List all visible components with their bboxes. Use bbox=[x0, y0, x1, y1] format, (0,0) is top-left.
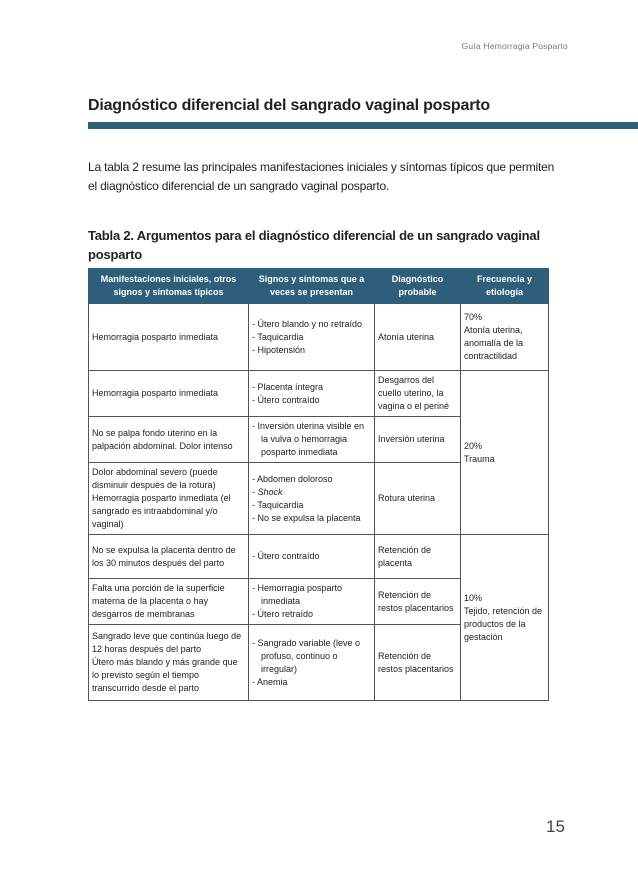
header-frequency: Frecuencia y etiología bbox=[461, 269, 549, 304]
diagnosis-cell: Atonía uterina bbox=[375, 304, 461, 371]
table-header-row bbox=[89, 269, 549, 304]
signs-cell bbox=[249, 463, 375, 535]
signs-cell bbox=[249, 371, 375, 417]
page-number: 15 bbox=[546, 817, 565, 836]
sign-item: - Placenta íntegra bbox=[252, 381, 371, 394]
sign-item: - Taquicardia bbox=[252, 331, 371, 344]
frequency-percent: 20% bbox=[464, 440, 483, 451]
signs-cell bbox=[249, 535, 375, 579]
sign-item: - No se expulsa la placenta bbox=[252, 512, 371, 525]
frequency-etiology: Atonía uterina, anomalía de la contractilidad bbox=[464, 325, 524, 361]
sign-item: - Útero contraído bbox=[252, 394, 371, 407]
table-row bbox=[89, 371, 549, 417]
running-header: Guía Hemorragia Posparto bbox=[461, 41, 568, 51]
differential-diagnosis-table bbox=[88, 268, 549, 701]
header-manifestations: Manifestaciones iniciales, otros signos y síntomas típicos bbox=[89, 269, 249, 304]
manifestation-cell: No se palpa fondo uterino en la palpación abdominal. Dolor intenso bbox=[89, 417, 249, 463]
frequency-etiology: Trauma bbox=[464, 453, 495, 464]
header-signs: Signos y síntomas que a veces se presentan bbox=[249, 269, 375, 304]
manifestation-line: Dolor abdominal severo (puede disminuir después de la rotura) bbox=[92, 467, 218, 490]
manifestation-cell: Hemorragia posparto inmediata bbox=[89, 371, 249, 417]
diagnosis-cell: Inversión uterina bbox=[375, 417, 461, 463]
sign-item: - Útero retraído bbox=[252, 608, 371, 621]
manifestation-cell: Hemorragia posparto inmediata bbox=[89, 304, 249, 371]
signs-cell bbox=[249, 579, 375, 625]
table-row bbox=[89, 535, 549, 579]
diagnosis-cell: Rotura uterina bbox=[375, 463, 461, 535]
diagnosis-cell: Desgarros del cuello uterino, la vagina o el periné bbox=[375, 371, 461, 417]
frequency-etiology: Tejido, retención de productos de la gestación bbox=[464, 605, 543, 642]
manifestation-cell: No se expulsa la placenta dentro de los 30 minutos después del parto bbox=[89, 535, 249, 579]
manifestation-cell bbox=[89, 625, 249, 701]
header-diagnosis: Diagnóstico probable bbox=[375, 269, 461, 304]
frequency-cell bbox=[461, 535, 549, 701]
section-title: Diagnóstico diferencial del sangrado vaginal posparto bbox=[88, 97, 490, 114]
manifestation-line: Hemorragia posparto inmediata (el sangrado es intraabdominal y/o vaginal) bbox=[92, 493, 231, 529]
sign-item: - Abdomen doloroso bbox=[252, 473, 371, 486]
title-rule bbox=[88, 122, 638, 129]
sign-item: - Sangrado variable (leve o profuso, continuo o irregular) bbox=[252, 637, 371, 676]
diagnosis-cell: Retención de placenta bbox=[375, 535, 461, 579]
sign-item: - Hipotensión bbox=[252, 344, 371, 357]
frequency-percent: 70% bbox=[464, 312, 483, 322]
sign-item: - Hemorragia posparto inmediata bbox=[252, 582, 371, 608]
frequency-cell bbox=[461, 371, 549, 535]
table-row bbox=[89, 304, 549, 371]
frequency-percent: 10% bbox=[464, 592, 483, 603]
signs-cell bbox=[249, 304, 375, 371]
diagnosis-cell: Retención de restos placentarios bbox=[375, 625, 461, 701]
sign-item: - Inversión uterina visible en la vulva o hemorragia posparto inmediata bbox=[252, 420, 371, 459]
frequency-cell bbox=[461, 304, 549, 371]
signs-cell bbox=[249, 417, 375, 463]
signs-cell bbox=[249, 625, 375, 701]
sign-item: - Útero contraído bbox=[252, 550, 371, 563]
sign-item: - Útero blando y no retraído bbox=[252, 318, 371, 331]
diagnosis-cell: Retención de restos placentarios bbox=[375, 579, 461, 625]
manifestation-line: Sangrado leve que continúa luego de 12 horas después del parto bbox=[92, 631, 242, 654]
sign-item: - Shock bbox=[252, 486, 371, 499]
manifestation-line: Útero más blando y más grande que lo previsto según el tiempo transcurrido desde el parto bbox=[92, 657, 238, 693]
sign-item: - Anemia bbox=[252, 676, 371, 689]
manifestation-cell bbox=[89, 463, 249, 535]
sign-item: - Taquicardia bbox=[252, 499, 371, 512]
manifestation-cell: Falta una porción de la superficie materna de la placenta o hay desgarros de membranas bbox=[89, 579, 249, 625]
intro-paragraph: La tabla 2 resume las principales manifestaciones iniciales y síntomas típicos que permiten el diagnóstico diferencial de un sangrado vaginal posparto. bbox=[88, 160, 555, 193]
table-caption: Tabla 2. Argumentos para el diagnóstico diferencial de un sangrado vaginal posparto bbox=[88, 228, 540, 262]
